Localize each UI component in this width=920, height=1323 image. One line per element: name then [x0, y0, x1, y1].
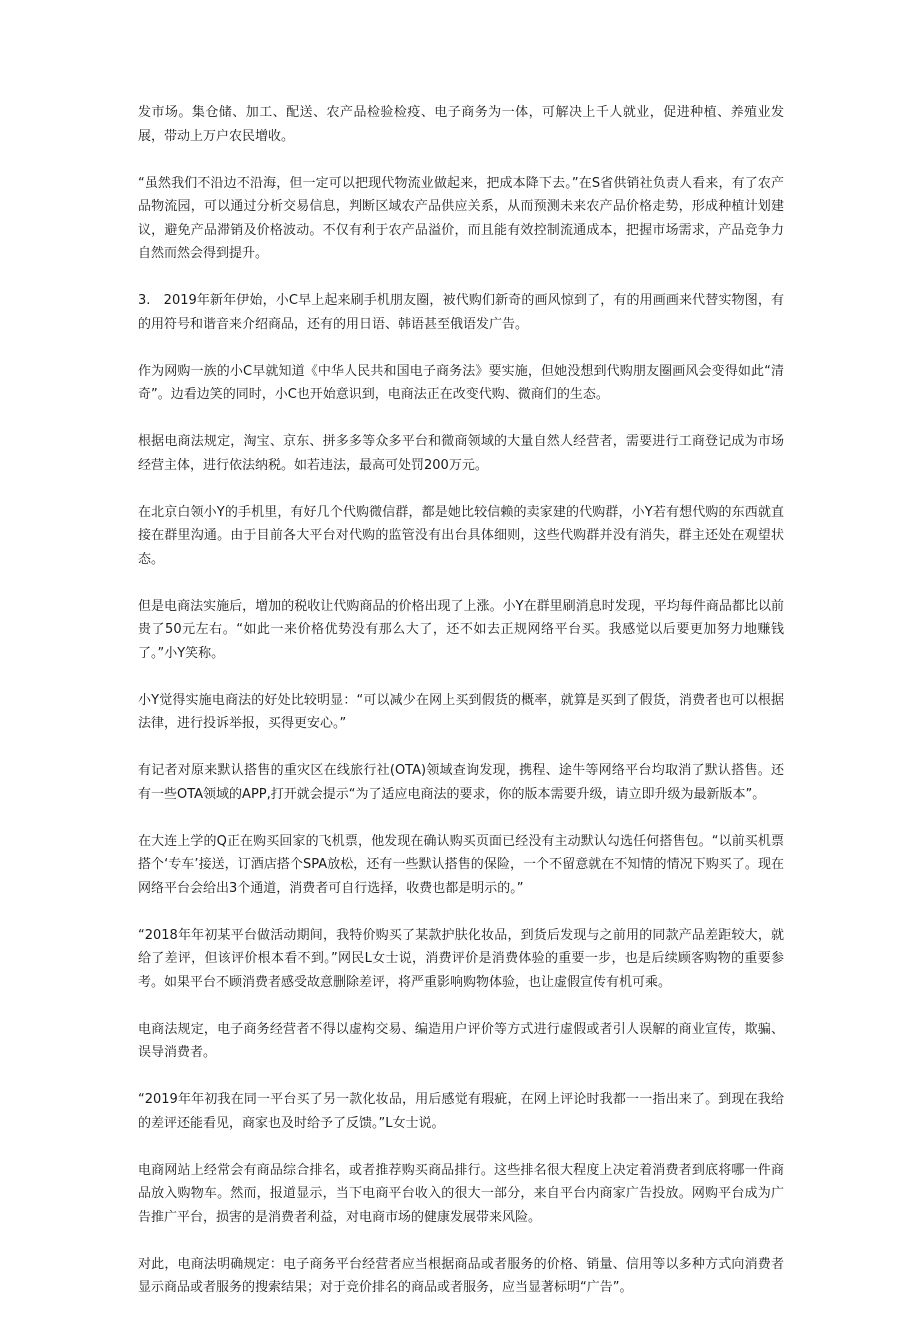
paragraph-10: 在大连上学的Q正在购买回家的飞机票，他发现在确认购买页面已经没有主动默认勾选任何搭售包。“以前买机票搭个‘专车’接送，订酒店搭个SPA放松，还有一些默认搭售的保险，一个不留意就在不知情的情况下购买了。现在网络平台会给出3个通道，消费者可自行选择，收费也都是明示的。”	[138, 833, 784, 896]
paragraph-11: “2018年年初某平台做活动期间，我特价购买了某款护肤化妆品，到货后发现与之前用的同款产品差距较大，就给了差评，但该评价根本看不到。”网民L女士说，消费评价是消费体验的重要一步，也是后续顾客购物的重要参考。如果平台不顾消费者感受故意删除差评，将严重影响购物体验，也让虚假宣传有机可乘。	[138, 927, 784, 990]
paragraph-12: 电商法规定，电子商务经营者不得以虚构交易、编造用户评价等方式进行虚假或者引人误解的商业宣传，欺骗、误导消费者。	[138, 1021, 784, 1060]
paragraph-3: 3. 2019年新年伊始，小C早上起来刷手机朋友圈，被代购们新奇的画风惊到了，有的用画画来代替实物图，有的用符号和谐音来介绍商品，还有的用日语、韩语甚至俄语发广告。	[138, 293, 784, 332]
paragraph-9: 有记者对原来默认搭售的重灾区在线旅行社(OTA)领域查询发现，携程、途牛等网络平台均取消了默认搭售。还有一些OTA领域的APP,打开就会提示“为了适应电商法的要求，你的版本需要升级，请立即升级为最新版本”。	[138, 763, 784, 802]
paragraph-1: 发市场。集仓储、加工、配送、农产品检验检疫、电子商务为一体，可解决上千人就业，促进种植、养殖业发展，带动上万户农民增收。	[138, 105, 784, 144]
paragraph-2: “虽然我们不沿边不沿海，但一定可以把现代物流业做起来，把成本降下去。”在S省供销社负责人看来，有了农产品物流园，可以通过分析交易信息，判断区域农产品供应关系，从而预测未来农产品价格走势，形成种植计划建议，避免产品滞销及价格波动。不仅有利于农产品溢价，而且能有效控制流通成本，把握市场需求，产品竞争力自然而然会得到提升。	[138, 175, 784, 261]
paragraph-4: 作为网购一族的小C早就知道《中华人民共和国电子商务法》要实施，但她没想到代购朋友圈画风会变得如此“清奇”。边看边笑的同时，小C也开始意识到，电商法正在改变代购、微商们的生态。	[138, 363, 784, 402]
paragraph-7: 但是电商法实施后，增加的税收让代购商品的价格出现了上涨。小Y在群里刷消息时发现，平均每件商品都比以前贵了50元左右。“如此一来价格优势没有那么大了，还不如去正规网络平台买。我感觉以后要更加努力地赚钱了。”小Y笑称。	[138, 598, 784, 661]
paragraph-13: “2019年年初我在同一平台买了另一款化妆品，用后感觉有瑕疵，在网上评论时我都一一指出来了。到现在我给的差评还能看见，商家也及时给予了反馈。”L女士说。	[138, 1092, 784, 1131]
paragraph-8: 小Y觉得实施电商法的好处比较明显：“可以减少在网上买到假货的概率，就算是买到了假货，消费者也可以根据法律，进行投诉举报，买得更安心。”	[138, 692, 784, 731]
document-page	[138, 101, 784, 1323]
paragraph-6: 在北京白领小Y的手机里，有好几个代购微信群，都是她比较信赖的卖家建的代购群，小Y若有想代购的东西就直接在群里沟通。由于目前各大平台对代购的监管没有出台具体细则，这些代购群并没有消失，群主还处在观望状态。	[138, 504, 784, 567]
paragraph-5: 根据电商法规定，淘宝、京东、拼多多等众多平台和微商领域的大量自然人经营者，需要进行工商登记成为市场经营主体，进行依法纳税。如若违法，最高可处罚200万元。	[138, 434, 784, 473]
paragraph-15: 对此，电商法明确规定：电子商务平台经营者应当根据商品或者服务的价格、销量、信用等以多种方式向消费者显示商品或者服务的搜索结果；对于竞价排名的商品或者服务，应当显著标明“广告”。	[138, 1256, 784, 1295]
paragraph-14: 电商网站上经常会有商品综合排名，或者推荐购买商品排行。这些排名很大程度上决定着消费者到底将哪一件商品放入购物车。然而，报道显示，当下电商平台收入的很大一部分，来自平台内商家广告投放。网购平台成为广告推广平台，损害的是消费者利益，对电商市场的健康发展带来风险。	[138, 1162, 784, 1225]
